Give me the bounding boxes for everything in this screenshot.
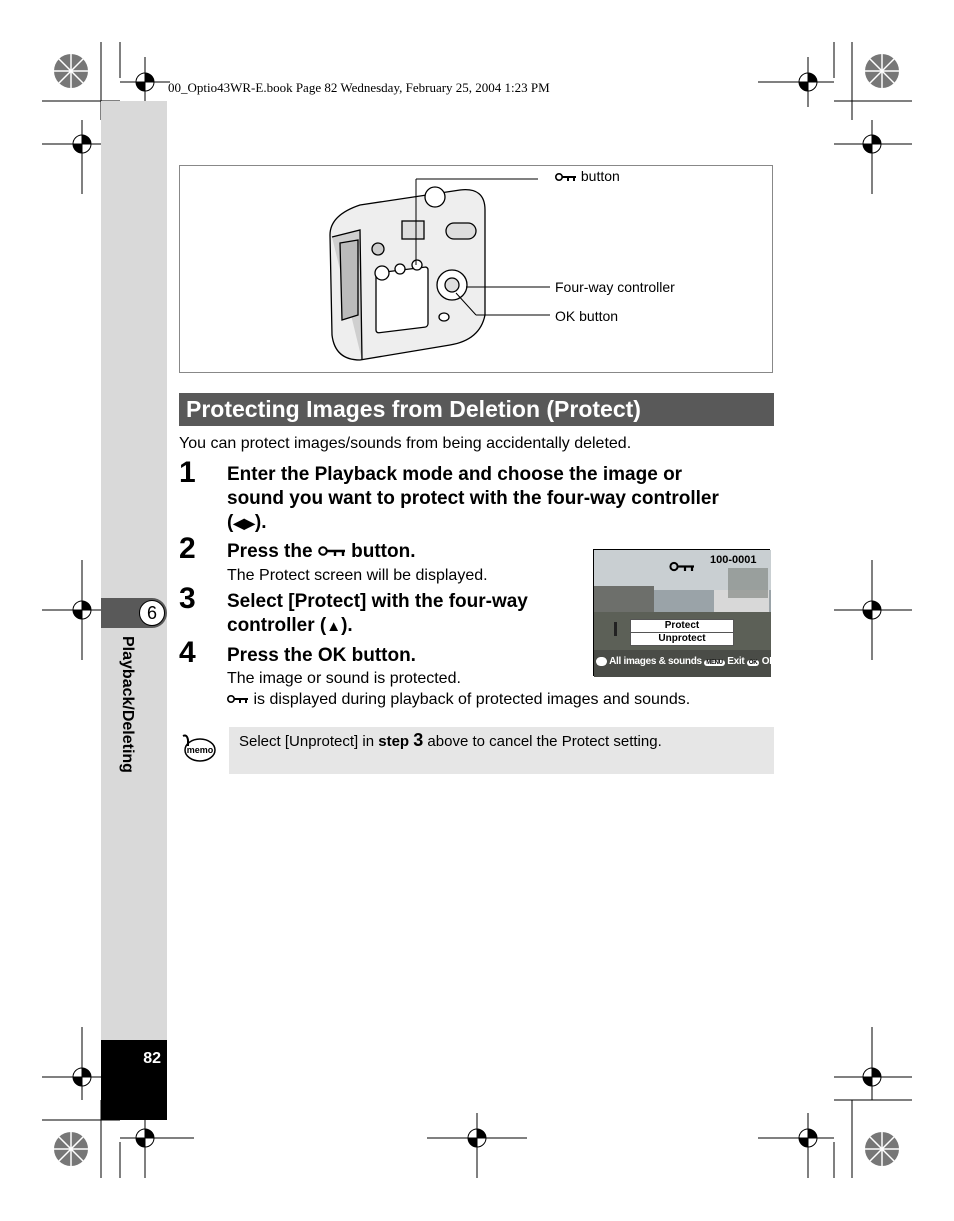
step-text-pre: Press the <box>227 541 313 563</box>
memo-step-number: 3 <box>413 730 424 750</box>
page-number: 82 <box>143 1050 161 1067</box>
chapter-number: 6 <box>139 600 165 626</box>
key-icon <box>227 691 249 709</box>
intro-text: You can protect images/sounds from being accidentally deleted. <box>179 435 632 452</box>
lcd-key-small-icon <box>596 657 607 666</box>
step-text <box>227 540 415 564</box>
menu-badge: MENU <box>706 660 723 666</box>
section-title: Protecting Images from Deletion (Protect) <box>179 393 774 426</box>
ok-button-callout: OK button <box>555 308 619 324</box>
step-number: 4 <box>179 636 196 669</box>
step-line <box>227 614 528 639</box>
chapter-title: Playback/Deleting <box>119 636 136 773</box>
paren: ). <box>254 512 267 533</box>
step-line-post: ). <box>341 615 353 636</box>
subtext-body: is displayed during playback of protected images and sounds. <box>253 691 691 709</box>
memo-icon-label: memo <box>186 745 214 755</box>
step-number: 3 <box>179 582 196 615</box>
four-way-callout: Four-way controller <box>555 279 675 295</box>
step-line <box>227 511 787 535</box>
lcd-menu-unprotect: Unprotect <box>630 632 734 646</box>
lcd-footer-all: All images & sounds <box>609 656 702 667</box>
lcd-footer-ok: OK <box>761 656 777 667</box>
memo-text-post: above to cancel the Protect setting. <box>423 733 662 750</box>
protect-button-callout <box>555 168 620 185</box>
step-number: 2 <box>179 532 196 565</box>
step-number: 1 <box>179 456 196 489</box>
lcd-footer <box>596 656 776 667</box>
ok-badge: OK <box>748 660 758 666</box>
lcd-screen <box>593 549 777 676</box>
step-text-post: button. <box>351 541 416 563</box>
key-icon <box>318 540 346 564</box>
lcd-footer-exit: Exit <box>727 656 745 667</box>
step-text <box>227 590 528 639</box>
key-icon <box>555 169 577 185</box>
running-header: 00_Optio43WR-E.book Page 82 Wednesday, February 25, 2004 1:23 PM <box>168 80 550 95</box>
step-line: sound you want to protect with the four-way controller <box>227 488 719 509</box>
memo-text-pre: Select [Unprotect] in <box>239 733 379 750</box>
lcd-file-number: 100-0001 <box>710 554 757 566</box>
step-text <box>227 463 787 535</box>
camera-illustration <box>320 175 700 370</box>
step-line: Select [Protect] with the four-way <box>227 591 528 612</box>
step-subtext: The image or sound is protected. <box>227 670 461 687</box>
lcd-key-icon <box>669 559 695 577</box>
step-subtext <box>227 691 690 709</box>
memo-text <box>239 730 662 751</box>
up-arrow-icon: ▲ <box>326 618 342 635</box>
step-subtext: The Protect screen will be displayed. <box>227 567 488 584</box>
memo-step-label: step <box>378 733 414 750</box>
step-line-pre: controller ( <box>227 615 327 636</box>
memo-icon <box>179 732 217 769</box>
callout-label: button <box>580 168 620 184</box>
step-line: Enter the Playback mode and choose the image or <box>227 464 683 485</box>
step-text: Press the OK button. <box>227 645 416 666</box>
paren: ( <box>227 512 234 533</box>
left-right-arrows-icon: ◀▶ <box>233 515 255 531</box>
lcd-menu-protect: Protect <box>630 619 734 633</box>
